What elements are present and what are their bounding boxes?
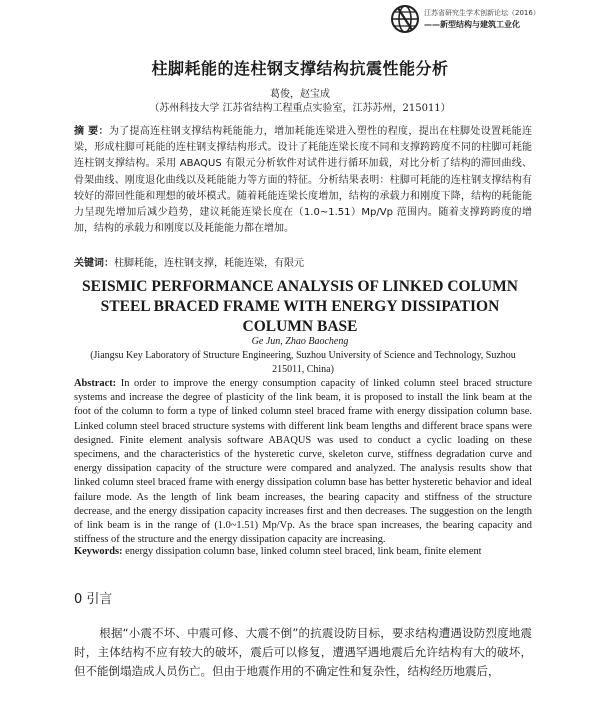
journal-name <box>424 7 540 31</box>
abstract-cn-text: 为了提高连柱钢支撑结构耗能能力，增加耗能连梁进入塑性的程度，提出在柱脚处设置耗能连梁，形成柱脚可耗能的连柱钢支撑结构形式。设计了耗能连梁长度不同和支撑跨跨度不同的柱脚可耗能连柱钢支撑结构。采用 ABAQUS 有限元分析软件对试件进行循环加载，对比分析了结构的滞回曲线、骨架曲线、刚度退化曲线以及耗能能力等方面的特征。分析结果表明：柱脚可耗能的连柱钢支撑结构有较好的滞回性能和理想的破坏模式。随着耗能连梁长度增加，结构的承载力和刚度下降，结构的耗能能力呈现先增加后减少趋势，建议耗能连梁长度在（1.0~1.51）Mp/Vp 范围内。随着支撑跨跨度的增加，结构的承载力和刚度以及耗能能力都在增加。 <box>74 126 533 235</box>
keywords-cn-label: 关键词： <box>74 258 114 269</box>
title-en-line-3: COLUMN BASE <box>242 318 358 335</box>
abstract-en-text: In order to improve the energy consumption capacity of linked column steel braced structure systems and increase the degree of plasticity of the link beam, it is proposed to install the link beam at the foot of the column to form a type of linked column steel braced frame with energy dissipation column base. Linked column steel braced structure systems with different link beam lengths and different brace spans were designed. Finite element analysis software ABAQUS was used to conduct a cyclic loading on these specimens, and the characteristics of the hysteretic curve, skeleton curve, stiffness degradation curve and energy dissipation capacity of the structure were compared and analyzed. The analysis results show that linked column steel braced frame with energy dissipation column base has better hysteretic behavior and ideal failure mode. As the length of link beam increases, the bearing capacity and stiffness of the structure decrease, and the energy dissipation capacity increases first and then decreases. The suggestion on the length of link beam is in the range of (1.0~1.51) Mp/Vp. As the brace span increases, the bearing capacity and stiffness of the structure and the energy dissipation capacity are increasing. <box>74 378 532 546</box>
keywords-en-text: energy dissipation column base, linked column steel braced, link beam, finite element <box>122 546 482 557</box>
journal-line-2: ——新型结构与建筑工业化 <box>424 20 520 29</box>
title-en-line-1: SEISMIC PERFORMANCE ANALYSIS OF LINKED COLUMN <box>82 278 518 295</box>
body-paragraph: 根据“小震不坏、中震可修、大震不倒”的抗震设防目标，要求结构遭遇设防烈度地震时，主体结构不应有较大的破坏，震后可以修复，遭遇罕遇地震后允许结构有大的破坏，但不能倒塌造成人员伤亡。但由于地震作用的不确定性和复杂性，结构经历地震后， <box>74 626 532 678</box>
keywords-cn <box>74 254 532 269</box>
abstract-en <box>74 377 532 547</box>
affiliation-cn: （苏州科技大学 江苏省结构工程重点实验室，江苏苏州，215011） <box>149 103 451 114</box>
abstract-en-label: Abstract: <box>74 378 117 389</box>
authors-en: Ge Jun, Zhao Baocheng <box>251 336 349 347</box>
journal-header <box>390 2 595 36</box>
authors-cn: 葛俊，赵宝成 <box>270 89 330 100</box>
paper-title-en <box>0 277 600 337</box>
section-heading-introduction: 0 引言 <box>74 592 113 607</box>
abstract-cn-label: 摘 要： <box>74 126 109 137</box>
keywords-en-label: Keywords: <box>74 546 123 557</box>
keywords-en <box>74 546 532 557</box>
title-en-line-2: STEEL BRACED FRAME WITH ENERGY DISSIPATION <box>100 298 500 315</box>
affiliation-en: (Jiangsu Key Laboratory of Structure Engineering, Suzhou University of Science and Technology, Suzhou 215011, China) <box>90 350 516 375</box>
paper-title-cn: 柱脚耗能的连柱钢支撑结构抗震性能分析 <box>151 59 449 78</box>
keywords-cn-text: 柱脚耗能，连柱钢支撑，耗能连梁，有限元 <box>114 258 304 269</box>
journal-line-1: 江苏省研究生学术创新论坛（2016） <box>424 9 540 17</box>
globe-logo-icon <box>390 4 420 34</box>
abstract-cn <box>74 124 532 237</box>
